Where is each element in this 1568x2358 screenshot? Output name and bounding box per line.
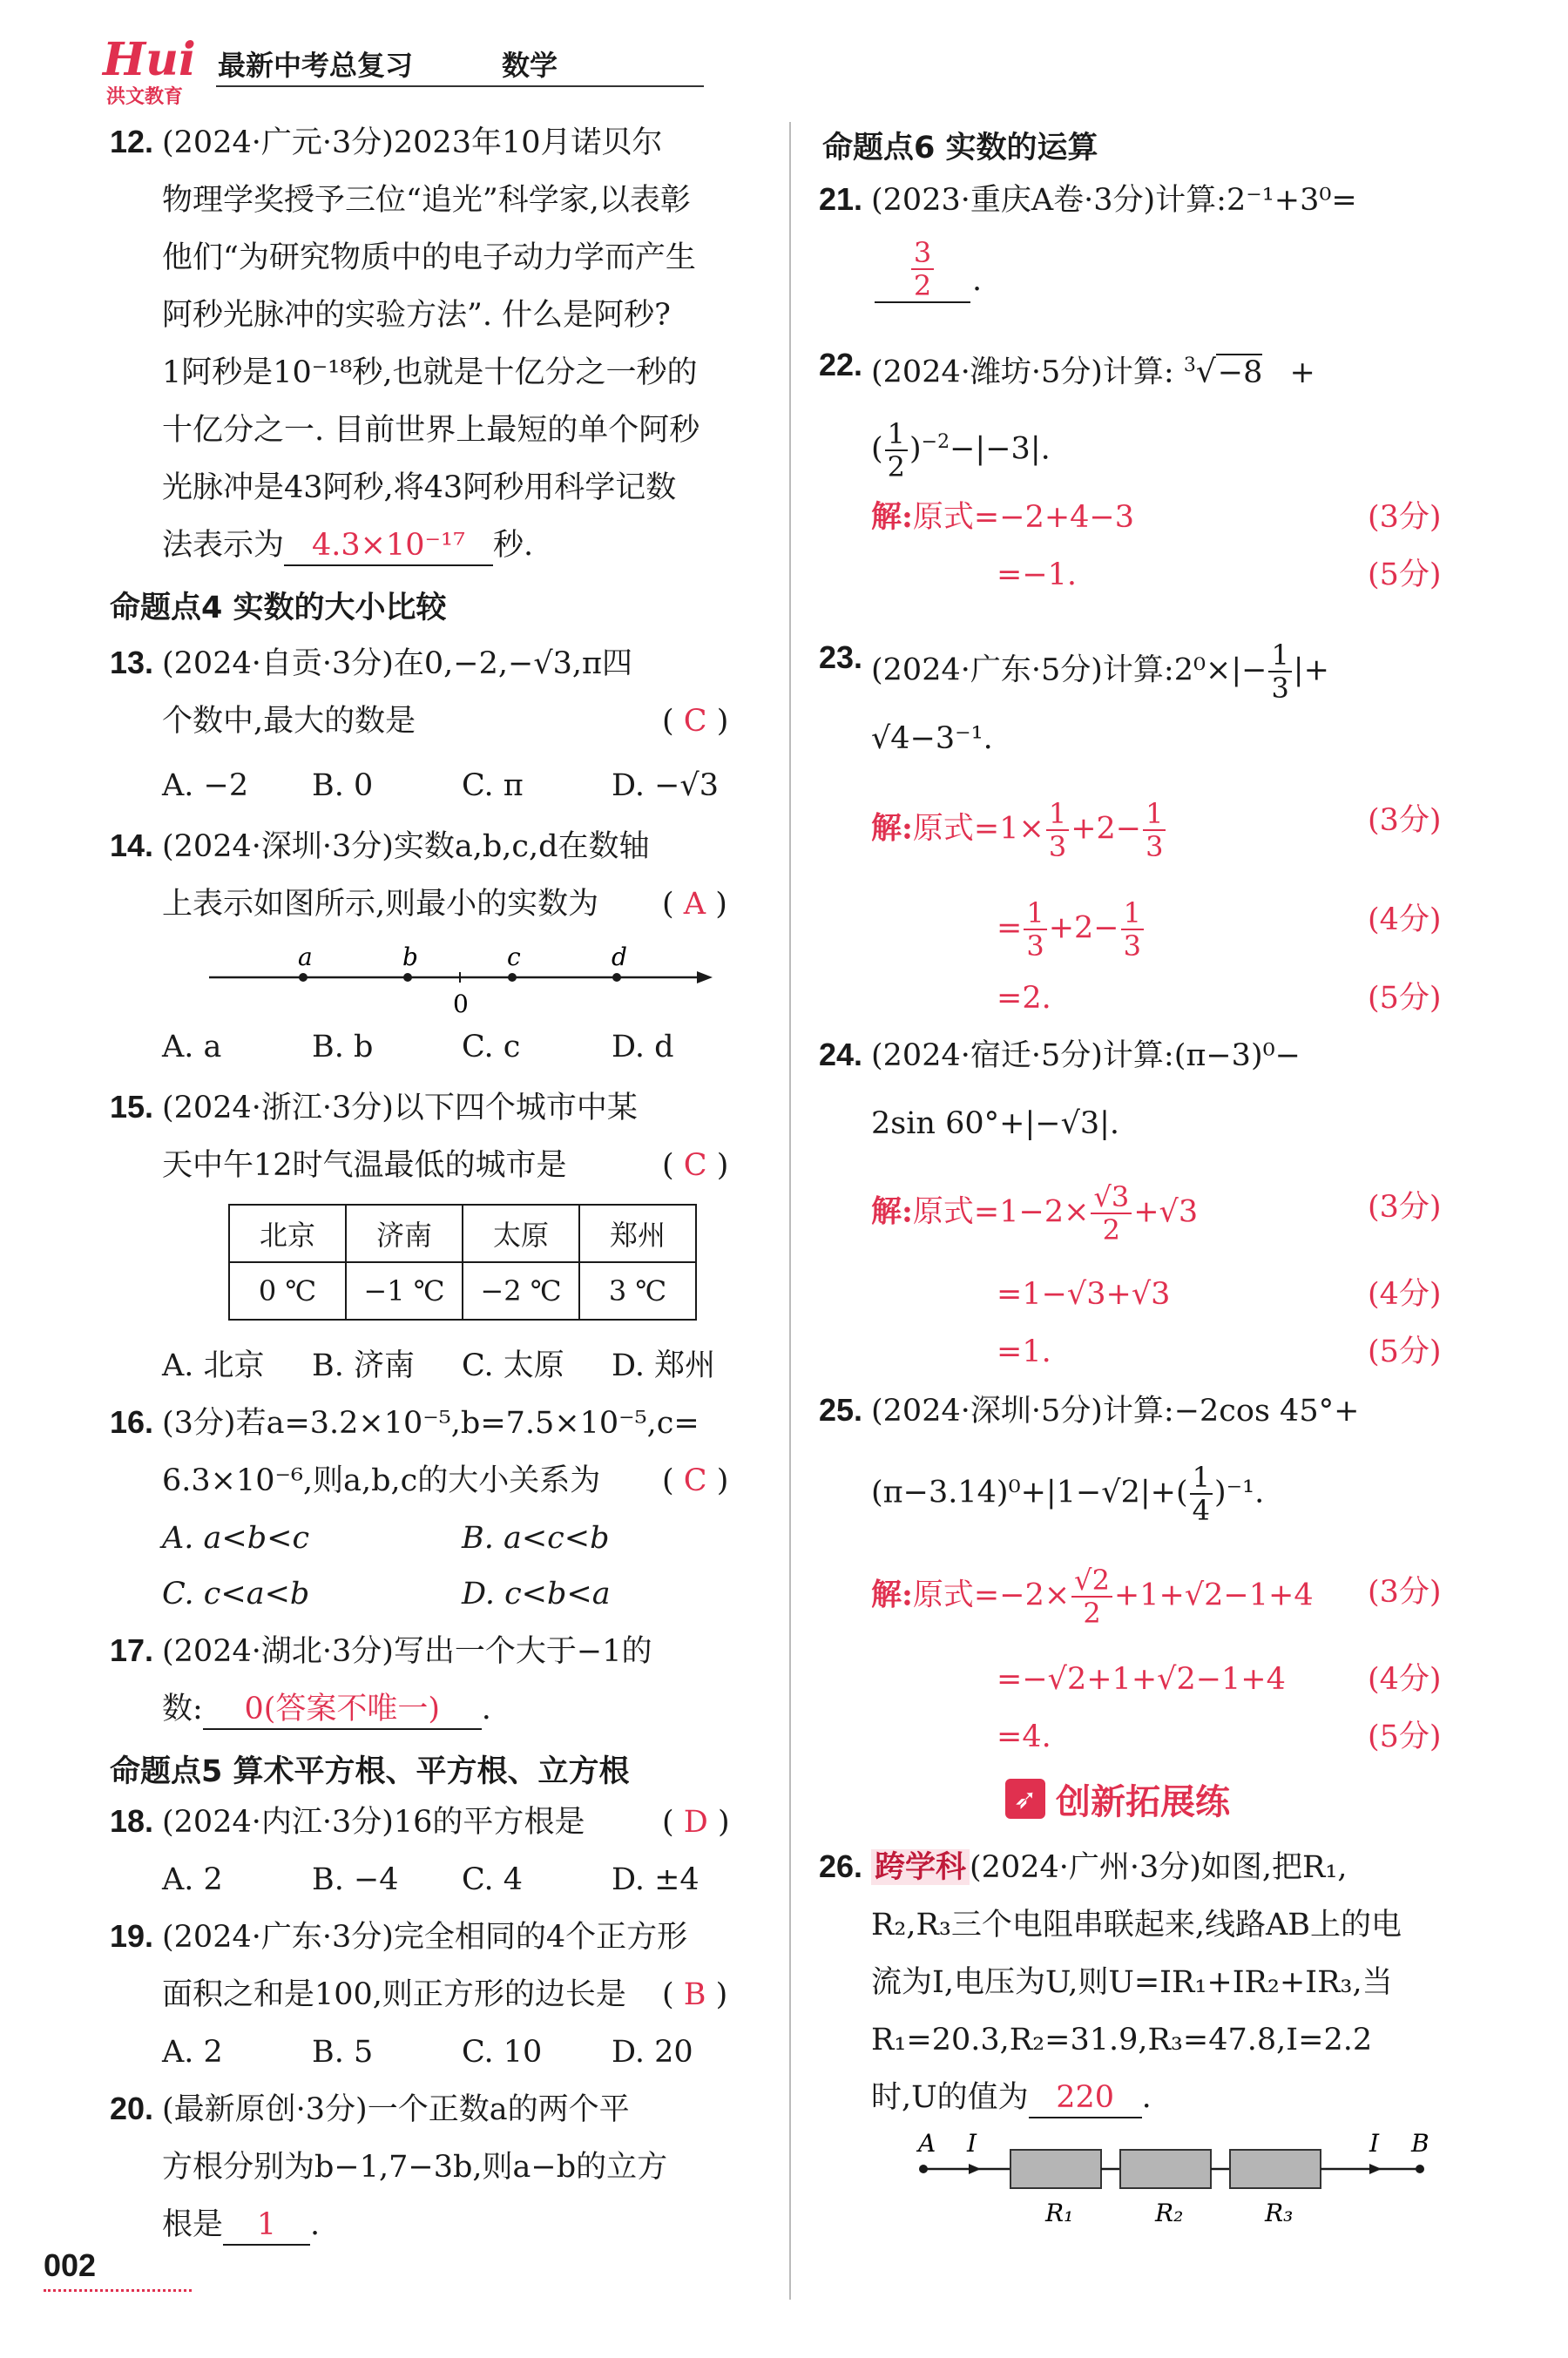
q22-solution-1 bbox=[871, 498, 1134, 537]
page-number: 002 bbox=[44, 2247, 97, 2283]
temp-cell: 3 ℃ bbox=[579, 1262, 696, 1320]
q25-s1-frac bbox=[1071, 1564, 1112, 1629]
q22-score-2: (5分) bbox=[1368, 557, 1442, 592]
city-cell: 济南 bbox=[346, 1205, 463, 1262]
header bbox=[103, 33, 625, 108]
q14-label-b: b bbox=[402, 943, 418, 971]
q15-option-b[interactable]: B. 济南 bbox=[312, 1348, 415, 1383]
temp-cell: −2 ℃ bbox=[463, 1262, 579, 1320]
q15-answer-paren[interactable]: ( C ) bbox=[662, 1148, 729, 1183]
q17-prefix: 数: bbox=[162, 1692, 203, 1726]
q23-solution-3: =2. bbox=[997, 981, 1051, 1016]
q14-number-line bbox=[209, 941, 714, 1019]
q25-line-2 bbox=[871, 1462, 1264, 1526]
circuit-label-r2: R₂ bbox=[1155, 2199, 1184, 2227]
q16-number: 16. bbox=[110, 1404, 154, 1440]
circuit-label-a: A bbox=[918, 2129, 936, 2158]
q25-solution-1 bbox=[871, 1564, 1314, 1629]
circuit-label-r3: R₃ bbox=[1265, 2199, 1294, 2227]
q23-s2-b: +2− bbox=[1048, 910, 1119, 946]
q16-answer: C bbox=[683, 1463, 707, 1498]
q25-score-2: (4分) bbox=[1368, 1662, 1442, 1697]
q12-line-1: (2024·广元·3分)2023年10月诺贝尔 bbox=[162, 125, 663, 160]
q19-line-2: 面积之和是100,则正方形的边长是 bbox=[162, 1977, 626, 2012]
q21-answer-blank[interactable] bbox=[875, 237, 970, 303]
city-cell: 郑州 bbox=[579, 1205, 696, 1262]
frac-num: 1 bbox=[1143, 798, 1166, 831]
q13-option-d[interactable]: D. −√3 bbox=[612, 768, 719, 803]
q24-s1-frac bbox=[1091, 1181, 1132, 1246]
q25-l2-a: (π−3.14)⁰+|1−√2|+( bbox=[871, 1475, 1188, 1510]
temp-cell: 0 ℃ bbox=[229, 1262, 346, 1320]
q18-answer-paren[interactable]: ( D ) bbox=[662, 1805, 730, 1840]
q15-option-d[interactable]: D. 郑州 bbox=[612, 1348, 716, 1383]
q18-option-a[interactable]: A. 2 bbox=[162, 1862, 223, 1897]
q25-sol-label: 解: bbox=[871, 1577, 913, 1613]
q15-temperature-table bbox=[228, 1204, 697, 1321]
q14-label-d: d bbox=[612, 943, 627, 971]
q23-score-2: (4分) bbox=[1368, 902, 1442, 937]
city-cell: 北京 bbox=[229, 1205, 346, 1262]
q14-answer: A bbox=[683, 887, 706, 922]
q22-line-1 bbox=[871, 347, 1315, 392]
column-divider bbox=[789, 122, 791, 2300]
q23-line-2: √4−3⁻¹. bbox=[871, 721, 993, 756]
q23-s2-a: = bbox=[997, 910, 1023, 946]
resistor-r2 bbox=[1120, 2150, 1211, 2188]
q15-number: 15. bbox=[110, 1089, 154, 1125]
q25-line-1: (2024·深圳·5分)计算:−2cos 45°+ bbox=[871, 1394, 1360, 1429]
q23-solution-1 bbox=[871, 798, 1167, 862]
subject: 数学 bbox=[502, 49, 558, 82]
frac-num: √3 bbox=[1091, 1181, 1132, 1214]
brand-subtitle: 洪文教育 bbox=[106, 86, 184, 108]
q24-number: 24. bbox=[819, 1037, 863, 1072]
section-6-title: 命题点6 实数的运算 bbox=[822, 131, 1098, 166]
innovation-banner bbox=[1005, 1774, 1230, 1824]
q12-line-3: 他们“为研究物质中的电子动力学而产生 bbox=[162, 240, 696, 275]
q20-answer-blank[interactable]: 1 bbox=[223, 2206, 310, 2246]
q20-line-3 bbox=[162, 2206, 320, 2246]
q14-line-2: 上表示如图所示,则最小的实数为 bbox=[162, 887, 599, 922]
q19-option-a[interactable]: A. 2 bbox=[162, 2035, 223, 2070]
circuit-label-i-left: I bbox=[967, 2129, 977, 2158]
q25-s1-a: 原式=−2× bbox=[912, 1578, 1071, 1613]
q16-option-a[interactable]: A. a<b<c bbox=[162, 1521, 310, 1556]
frac-num: 1 bbox=[1190, 1462, 1213, 1495]
q22-sol-1-text: 原式=−2+4−3 bbox=[912, 500, 1135, 535]
q20-line-1: (最新原创·3分)一个正数a的两个平 bbox=[162, 2092, 630, 2127]
q16-option-d[interactable]: D. c<b<a bbox=[462, 1577, 611, 1611]
q22-plus: + bbox=[1289, 355, 1315, 390]
frac-den: 2 bbox=[1083, 1597, 1101, 1630]
frac-den: 3 bbox=[1048, 830, 1067, 863]
q20-number: 20. bbox=[110, 2091, 154, 2126]
q12-line-2: 物理学奖授予三位“追光”科学家,以表彰 bbox=[162, 183, 691, 218]
q14-option-c[interactable]: C. c bbox=[462, 1030, 521, 1064]
q18-answer: D bbox=[683, 1805, 708, 1840]
innovation-title: 创新拓展练 bbox=[1056, 1781, 1230, 1822]
q25-solution-2: =−√2+1+√2−1+4 bbox=[997, 1662, 1286, 1697]
q13-option-b[interactable]: B. 0 bbox=[312, 768, 374, 803]
q13-number: 13. bbox=[110, 645, 154, 680]
q24-sol-label: 解: bbox=[871, 1193, 913, 1230]
q15-answer: C bbox=[683, 1148, 707, 1183]
q24-solution-2: =1−√3+√3 bbox=[997, 1277, 1171, 1312]
q25-s1-b: +1+√2−1+4 bbox=[1113, 1578, 1314, 1613]
circuit-label-r1: R₁ bbox=[1045, 2199, 1074, 2227]
q20-line-2: 方根分别为b−1,7−3b,则a−b的立方 bbox=[162, 2150, 668, 2185]
q26-line-3: 流为I,电压为U,则U=IR₁+IR₂+IR₃,当 bbox=[871, 1965, 1393, 2000]
frac-num: 1 bbox=[1046, 798, 1069, 831]
q22-cube-index: 3 bbox=[1183, 355, 1196, 376]
q22-tail: −|−3|. bbox=[950, 431, 1051, 467]
q23-text: (2024·广东·5分)计算:2⁰×|− bbox=[871, 652, 1267, 688]
q17-line-2 bbox=[162, 1690, 491, 1730]
q14-number: 14. bbox=[110, 828, 154, 863]
header-rule bbox=[216, 85, 704, 87]
q12-line-7: 光脉冲是43阿秒,将43阿秒用科学记数 bbox=[162, 470, 677, 505]
q13-answer-paren[interactable]: ( C ) bbox=[662, 704, 729, 739]
q13-line-2: 个数中,最大的数是 bbox=[162, 704, 416, 739]
q21-number: 21. bbox=[819, 181, 863, 217]
q25-l2-frac bbox=[1190, 1462, 1213, 1526]
q26-circuit-diagram bbox=[906, 2125, 1446, 2239]
q23-frac-den: 3 bbox=[1271, 672, 1289, 705]
q12-line-5: 1阿秒是10⁻¹⁸秒,也就是十亿分之一秒的 bbox=[162, 355, 698, 390]
q24-line-1: (2024·宿迁·5分)计算:(π−3)⁰− bbox=[871, 1038, 1301, 1073]
q26-suffix: . bbox=[1141, 2080, 1152, 2115]
q17-number: 17. bbox=[110, 1632, 154, 1668]
q17-answer-blank[interactable]: 0(答案不唯一) bbox=[203, 1690, 482, 1730]
q19-answer-paren[interactable]: ( B ) bbox=[662, 1977, 728, 2012]
q25-number: 25. bbox=[819, 1392, 863, 1428]
q14-option-d[interactable]: D. d bbox=[612, 1030, 674, 1064]
q15-option-c[interactable]: C. 太原 bbox=[462, 1348, 564, 1383]
q25-score-1: (3分) bbox=[1368, 1575, 1442, 1610]
q26-line-2: R₂,R₃三个电阻串联起来,线路AB上的电 bbox=[871, 1908, 1402, 1942]
q18-option-c[interactable]: C. 4 bbox=[462, 1862, 524, 1897]
paper-plane-icon: ➶ bbox=[1005, 1779, 1045, 1819]
q20-prefix: 根是 bbox=[162, 2207, 224, 2242]
q14-answer-paren[interactable]: ( A ) bbox=[662, 887, 727, 922]
temp-cell: −1 ℃ bbox=[346, 1262, 463, 1320]
q23-score-1: (3分) bbox=[1368, 803, 1442, 838]
q23-tail: |+ bbox=[1293, 652, 1329, 688]
q14-label-origin: 0 bbox=[453, 990, 469, 1018]
q13-answer: C bbox=[683, 704, 707, 739]
q20-suffix: . bbox=[310, 2207, 321, 2242]
resistor-r1 bbox=[1010, 2150, 1101, 2188]
q18-line-1: (2024·内江·3分)16的平方根是 bbox=[162, 1805, 585, 1840]
q24-line-2: 2sin 60°+|−√3|. bbox=[871, 1106, 1120, 1141]
q23-sol-label: 解: bbox=[871, 810, 913, 847]
q24-score-3: (5分) bbox=[1368, 1334, 1442, 1369]
footer-dots bbox=[44, 2289, 192, 2292]
q22-radicand: −8 bbox=[1217, 355, 1263, 390]
q13-option-a[interactable]: A. −2 bbox=[162, 768, 249, 803]
q24-solution-1 bbox=[871, 1181, 1198, 1246]
q23-s2-frac-2 bbox=[1121, 897, 1144, 962]
q22-number: 22. bbox=[819, 347, 863, 382]
q15-line-1: (2024·浙江·3分)以下四个城市中某 bbox=[162, 1091, 638, 1125]
q24-s1-b: +√3 bbox=[1133, 1194, 1199, 1230]
q23-line-1 bbox=[871, 639, 1329, 704]
q16-option-c[interactable]: C. c<a<b bbox=[162, 1577, 310, 1611]
q22-solution-2: =−1. bbox=[997, 557, 1078, 592]
q24-s1-a: 原式=1−2× bbox=[912, 1194, 1090, 1230]
q26-line-1-text: (2024·广州·3分)如图,把R₁, bbox=[970, 1850, 1348, 1885]
q19-line-1: (2024·广东·3分)完全相同的4个正方形 bbox=[162, 1920, 688, 1955]
q22-sol-label: 解: bbox=[871, 499, 913, 535]
q22-score-1: (3分) bbox=[1368, 500, 1442, 535]
city-cell: 太原 bbox=[463, 1205, 579, 1262]
q22-half-num: 1 bbox=[885, 418, 908, 451]
q12-line-6: 十亿分之一. 目前世界上最短的单个阿秒 bbox=[162, 413, 700, 448]
q24-score-1: (3分) bbox=[1368, 1190, 1442, 1225]
q19-option-c[interactable]: C. 10 bbox=[462, 2035, 543, 2070]
q19-answer: B bbox=[683, 1977, 706, 2012]
q21-ans-num: 3 bbox=[911, 237, 934, 270]
q23-s1-a: 原式=1× bbox=[912, 811, 1044, 847]
section-4-title: 命题点4 实数的大小比较 bbox=[110, 591, 447, 625]
q15-line-2: 天中午12时气温最低的城市是 bbox=[162, 1148, 567, 1183]
q12-answer-blank[interactable]: 4.3×10⁻¹⁷ bbox=[284, 526, 493, 566]
q14-option-a[interactable]: A. a bbox=[162, 1030, 222, 1064]
q22-line-2: ( $\frac{1}{2}$ )$^{-2}$−|−3|. bbox=[871, 417, 1051, 483]
q19-option-d[interactable]: D. 20 bbox=[612, 2035, 693, 2070]
frac-den: 3 bbox=[1146, 830, 1164, 863]
q22-half-den: 2 bbox=[887, 450, 906, 483]
frac-den: 3 bbox=[1026, 929, 1044, 963]
logo: Hui bbox=[103, 33, 196, 86]
q23-s2-frac-1 bbox=[1024, 897, 1046, 962]
frac-num: √2 bbox=[1071, 1564, 1112, 1598]
q26-line-1 bbox=[871, 1848, 1348, 1887]
q26-line-4: R₁=20.3,R₂=31.9,R₃=47.8,I=2.2 bbox=[871, 2023, 1373, 2057]
q23-frac-num: 1 bbox=[1268, 639, 1291, 672]
q18-option-b[interactable]: B. −4 bbox=[312, 1862, 399, 1897]
q12-prefix: 法表示为 bbox=[162, 528, 285, 563]
q14-option-b[interactable]: B. b bbox=[312, 1030, 374, 1064]
book-title: 最新中考总复习 bbox=[218, 49, 414, 82]
q23-solution-2 bbox=[997, 897, 1146, 962]
resistor-r3 bbox=[1230, 2150, 1321, 2188]
q23-s1-frac-1 bbox=[1046, 798, 1069, 862]
q19-option-b[interactable]: B. 5 bbox=[312, 2035, 374, 2070]
q17-suffix: . bbox=[481, 1692, 491, 1726]
q19-number: 19. bbox=[110, 1918, 154, 1954]
q15-option-a[interactable]: A. 北京 bbox=[162, 1348, 265, 1383]
q18-option-d[interactable]: D. ±4 bbox=[612, 1862, 700, 1897]
circuit-label-i-right: I bbox=[1369, 2129, 1380, 2158]
q26-prefix: 时,U的值为 bbox=[871, 2080, 1029, 2115]
q26-number: 26. bbox=[819, 1848, 863, 1884]
q14-label-a: a bbox=[298, 943, 313, 971]
frac-den: 2 bbox=[1102, 1213, 1120, 1247]
q12-suffix: 秒. bbox=[493, 528, 534, 563]
q22-exp: −2 bbox=[921, 430, 950, 453]
q24-solution-3: =1. bbox=[997, 1334, 1051, 1369]
section-5-title: 命题点5 算术平方根、平方根、立方根 bbox=[110, 1754, 630, 1789]
q21-ans-den: 2 bbox=[913, 269, 932, 302]
q21-line-1: (2023·重庆A卷·3分)计算:2⁻¹+3⁰= bbox=[871, 183, 1357, 218]
q23-number: 23. bbox=[819, 639, 863, 675]
q14-line-1: (2024·深圳·3分)实数a,b,c,d在数轴 bbox=[162, 829, 650, 864]
q12-line-4: 阿秒光脉冲的实验方法”. 什么是阿秒? bbox=[162, 298, 671, 333]
q26-tag: 跨学科 bbox=[871, 1849, 970, 1885]
q25-solution-3: =4. bbox=[997, 1720, 1051, 1754]
q14-label-c: c bbox=[507, 943, 521, 971]
q22-text: (2024·潍坊·5分)计算: bbox=[871, 355, 1174, 390]
q23-fraction bbox=[1268, 639, 1291, 704]
q12-line-8 bbox=[162, 526, 533, 566]
q23-score-3: (5分) bbox=[1368, 981, 1442, 1016]
q24-score-2: (4分) bbox=[1368, 1277, 1442, 1312]
frac-num: 1 bbox=[1024, 897, 1046, 930]
q26-line-5 bbox=[871, 2078, 1152, 2118]
frac-num: 1 bbox=[1121, 897, 1144, 930]
q22-root-icon: √ bbox=[1195, 354, 1216, 390]
q17-line-1: (2024·湖北·3分)写出一个大于−1的 bbox=[162, 1634, 652, 1669]
frac-den: 3 bbox=[1123, 929, 1141, 963]
q16-line-2: 6.3×10⁻⁶,则a,b,c的大小关系为 bbox=[162, 1463, 601, 1498]
circuit-label-b: B bbox=[1411, 2129, 1429, 2158]
q21-suffix: . bbox=[972, 263, 983, 298]
q21-answer-fraction bbox=[911, 237, 934, 301]
q18-number: 18. bbox=[110, 1803, 154, 1839]
q13-line-1: (2024·自贡·3分)在0,−2,−√3,π四 bbox=[162, 646, 633, 681]
q22-half-fraction bbox=[885, 418, 908, 483]
q25-score-3: (5分) bbox=[1368, 1720, 1442, 1754]
q12-number: 12. bbox=[110, 124, 154, 159]
q23-s1-b: +2− bbox=[1071, 811, 1142, 847]
q26-answer-blank[interactable]: 220 bbox=[1029, 2078, 1142, 2118]
q25-l2-b: )⁻¹. bbox=[1214, 1475, 1265, 1510]
q16-answer-paren[interactable]: ( C ) bbox=[662, 1463, 729, 1498]
frac-den: 4 bbox=[1192, 1494, 1211, 1527]
q23-s1-frac-2 bbox=[1143, 798, 1166, 862]
q16-option-b[interactable]: B. a<c<b bbox=[462, 1521, 610, 1556]
q16-line-1: (3分)若a=3.2×10⁻⁵,b=7.5×10⁻⁵,c= bbox=[162, 1406, 700, 1441]
q13-option-c[interactable]: C. π bbox=[462, 768, 524, 803]
